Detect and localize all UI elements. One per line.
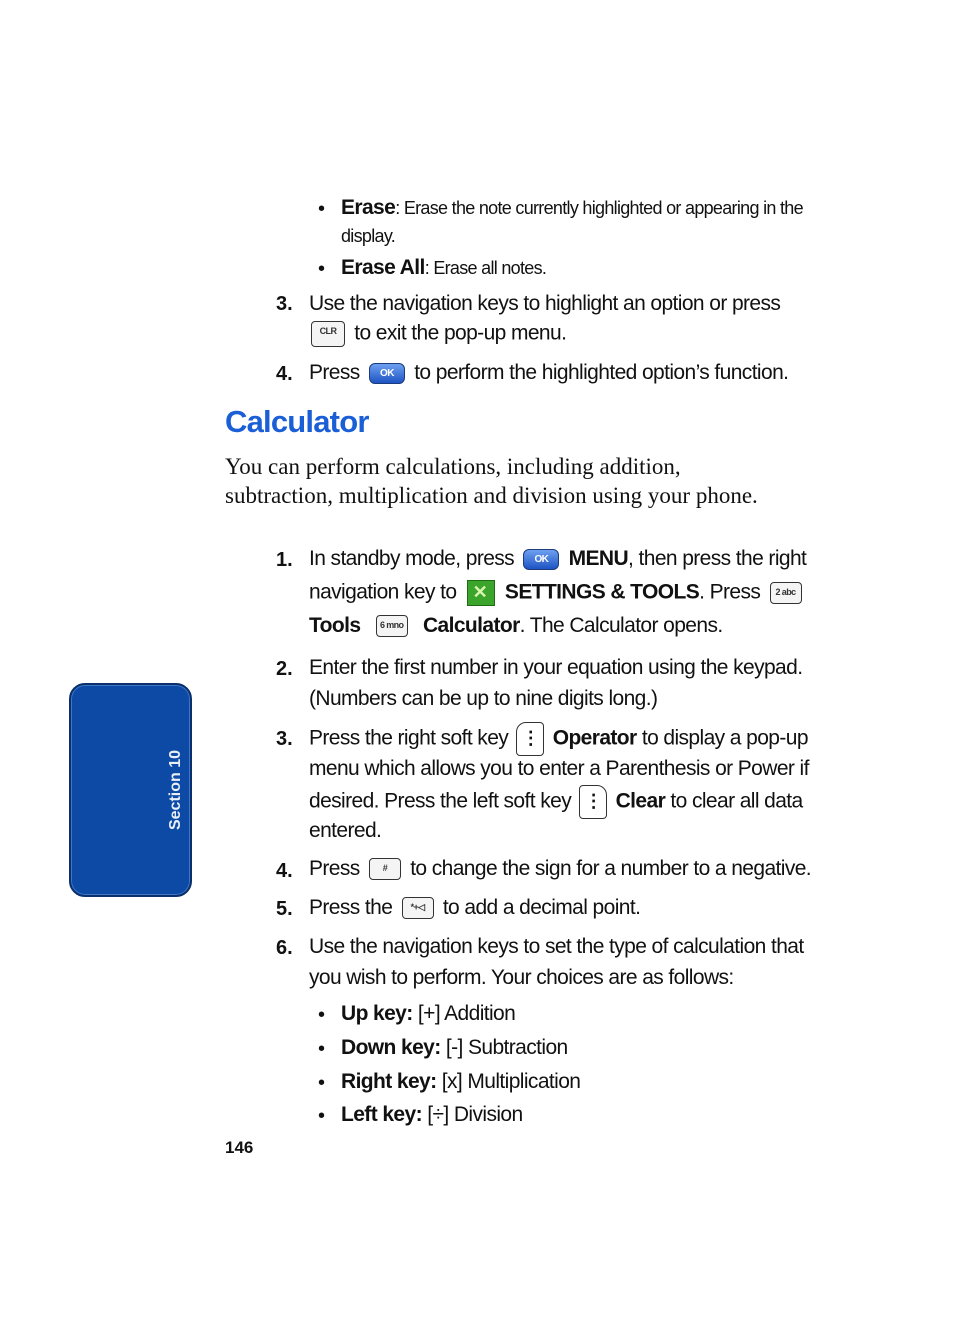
step-text (309, 361, 788, 385)
step-pre: navigation key to (309, 580, 457, 604)
choice-term: Right key: (341, 1070, 437, 1093)
step-text: you wish to perform. Your choices are as follows: (309, 966, 734, 989)
section-heading: Calculator (225, 404, 369, 439)
step-text (309, 614, 723, 638)
operator-label: Operator (552, 726, 637, 750)
choice-item (341, 1070, 580, 1094)
step-post: to perform the highlighted option’s function. (414, 361, 789, 384)
choice-term: Down key: (341, 1036, 441, 1059)
step-text (309, 857, 811, 881)
step-text-cont: to exit the pop-up menu. (354, 321, 567, 345)
step-text (309, 722, 808, 756)
step-text (309, 321, 566, 347)
choice-item (341, 1036, 568, 1060)
bullet-dot: • (318, 258, 326, 280)
calculator-label: Calculator (422, 614, 520, 637)
clear-label: Clear (615, 789, 666, 813)
choice-item (341, 1002, 515, 1026)
step-number: 1. (276, 549, 293, 571)
bullet-dot: • (318, 1105, 326, 1127)
choice-text: [÷] Division (427, 1103, 523, 1126)
step-pre: Press (309, 857, 360, 880)
step-text (309, 580, 806, 606)
section-tab-label: Section 10 (167, 749, 184, 831)
bullet-erase (341, 196, 803, 220)
bullet-dot: • (318, 198, 326, 220)
step-pre: desired. Press the left soft key (309, 789, 572, 813)
key-2-icon: 2 abc (770, 582, 802, 604)
settings-tools-icon (467, 580, 495, 606)
step-text: entered. (309, 819, 382, 842)
step-post: to clear all data (670, 789, 803, 813)
star-key-icon: *+◁ (402, 897, 434, 919)
bullet-term: Erase (341, 196, 396, 219)
intro-paragraph: You can perform calculations, including addition, subtraction, multiplication and division using your phone. (225, 454, 758, 508)
step-number: 4. (276, 363, 293, 385)
choice-text: [-] Subtraction (445, 1036, 568, 1059)
ok-key-icon: OK (369, 363, 405, 384)
step-post: . The Calculator opens. (519, 614, 723, 637)
settings-label: SETTINGS & TOOLS (504, 580, 700, 604)
bullet-dot: • (318, 1072, 326, 1094)
step-text: menu which allows you to enter a Parenthesis or Power if (309, 757, 809, 780)
bullet-term: Erase All (341, 256, 425, 279)
choice-item (341, 1103, 523, 1127)
step-pre: Press the right soft key (309, 726, 509, 750)
step-text: (Numbers can be up to nine digits long.) (309, 687, 658, 710)
step-text: Use the navigation keys to set the type of calculation that (309, 935, 804, 958)
step-pre: Press (309, 361, 360, 384)
step-number: 4. (276, 860, 293, 882)
step-pre: In standby mode, press (309, 547, 515, 570)
step-post: to add a decimal point. (442, 896, 641, 919)
choice-text: [+] Addition (417, 1002, 516, 1025)
step-post: to display a pop-up (641, 726, 808, 750)
step-post: . Press (699, 580, 761, 604)
tools-label: Tools (309, 614, 361, 637)
clr-key-icon: CLR (311, 321, 345, 347)
step-number: 3. (276, 728, 293, 750)
right-soft-key-icon: ⋮ (516, 722, 544, 756)
step-post: , then press the right (628, 547, 807, 570)
step-number: 2. (276, 658, 293, 680)
key-6-icon: 6 mno (376, 615, 408, 637)
step-pre: Press the (309, 896, 393, 919)
page-number: 146 (225, 1138, 254, 1157)
step-number: 6. (276, 937, 293, 959)
step-text (309, 896, 640, 920)
bullet-text: : Erase the note currently highlighted or appearing in the (395, 198, 803, 218)
step-text (309, 785, 803, 819)
choice-term: Left key: (341, 1103, 422, 1126)
bullet-text: : Erase all notes. (424, 258, 547, 278)
choice-term: Up key: (341, 1002, 413, 1025)
bullet-erase-all (341, 256, 546, 280)
choice-text: [x] Multiplication (441, 1070, 581, 1093)
menu-label: MENU (568, 547, 629, 570)
bullet-dot: • (318, 1004, 326, 1026)
step-text: Enter the first number in your equation using the keypad. (309, 656, 803, 679)
bullet-dot: • (318, 1038, 326, 1060)
step-number: 5. (276, 898, 293, 920)
left-soft-key-icon: ⋮ (579, 785, 607, 819)
step-text (309, 547, 806, 571)
step-number: 3. (276, 293, 293, 315)
step-post: to change the sign for a number to a negative. (410, 857, 812, 880)
ok-key-icon: OK (523, 549, 559, 570)
bullet-erase-cont: display. (341, 226, 396, 246)
step-text: Use the navigation keys to highlight an option or press (309, 292, 781, 315)
pound-key-icon: # (369, 858, 401, 880)
